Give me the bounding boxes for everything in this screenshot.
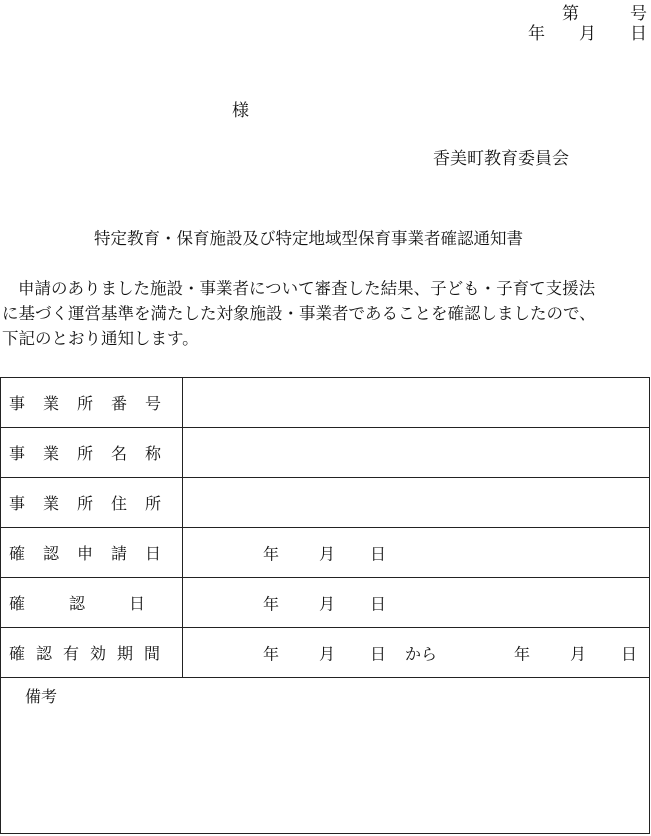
office-address-label: 事業所住所 <box>9 494 180 513</box>
remarks-field[interactable] <box>1 678 650 834</box>
row-label-cell <box>1 528 183 578</box>
day-unit: 日 <box>370 544 387 563</box>
table-row <box>1 528 650 578</box>
office-name-field[interactable] <box>183 428 650 478</box>
table-row <box>1 578 650 628</box>
day-unit: 日 <box>370 594 387 613</box>
row-label-cell <box>1 478 183 528</box>
row-label-cell <box>1 578 183 628</box>
document-number: 第 号 <box>562 4 647 24</box>
month-unit: 月 <box>319 544 336 563</box>
start-day-unit: 日 <box>370 644 387 663</box>
confirmation-form-table <box>0 377 650 834</box>
body-line-1: 申請のありました施設・事業者について審査した結果、子ども・子育て支援法 <box>18 279 596 298</box>
from-text: から <box>405 644 438 663</box>
year-unit: 年 <box>263 594 280 613</box>
confirmation-date-label <box>9 591 167 614</box>
document-date: 年 月 日 <box>528 24 647 44</box>
table-row <box>1 428 650 478</box>
recipient-honorific: 様 <box>232 101 249 121</box>
start-month-unit: 月 <box>319 644 336 663</box>
document-title: 特定教育・保育施設及び特定地域型保育事業者確認通知書 <box>94 229 523 248</box>
body-line-3: 下記のとおり通知します。 <box>2 329 199 348</box>
month-unit: 月 <box>319 594 336 613</box>
end-month-unit: 月 <box>570 644 587 663</box>
row-label-cell <box>1 378 183 428</box>
office-name-label: 事業所名称 <box>9 444 180 463</box>
validity-period-label: 確認有効期間 <box>9 644 172 663</box>
remarks-label: 備考 <box>25 687 58 706</box>
application-date-field[interactable] <box>183 528 650 578</box>
year-unit: 年 <box>263 544 280 563</box>
office-number-field[interactable] <box>183 378 650 428</box>
table-row <box>1 478 650 528</box>
remarks-row <box>1 678 650 834</box>
row-label-cell <box>1 628 183 678</box>
office-address-field[interactable] <box>183 478 650 528</box>
row-label-cell <box>1 428 183 478</box>
validity-period-field[interactable] <box>183 628 650 678</box>
sender-name: 香美町教育委員会 <box>433 149 569 169</box>
confirmation-date-label-text: 確 認 日 <box>9 594 160 613</box>
table-row <box>1 628 650 678</box>
table-row <box>1 378 650 428</box>
start-year-unit: 年 <box>263 644 280 663</box>
confirmation-date-field[interactable] <box>183 578 650 628</box>
body-line-2: に基づく運営基準を満たした対象施設・事業者であることを確認しましたので、 <box>2 304 596 323</box>
end-year-unit: 年 <box>514 644 531 663</box>
application-date-label: 確認申請日 <box>9 544 180 563</box>
office-number-label: 事業所番号 <box>9 394 180 413</box>
end-day-unit: 日 <box>621 644 638 663</box>
body-paragraph <box>2 276 649 351</box>
